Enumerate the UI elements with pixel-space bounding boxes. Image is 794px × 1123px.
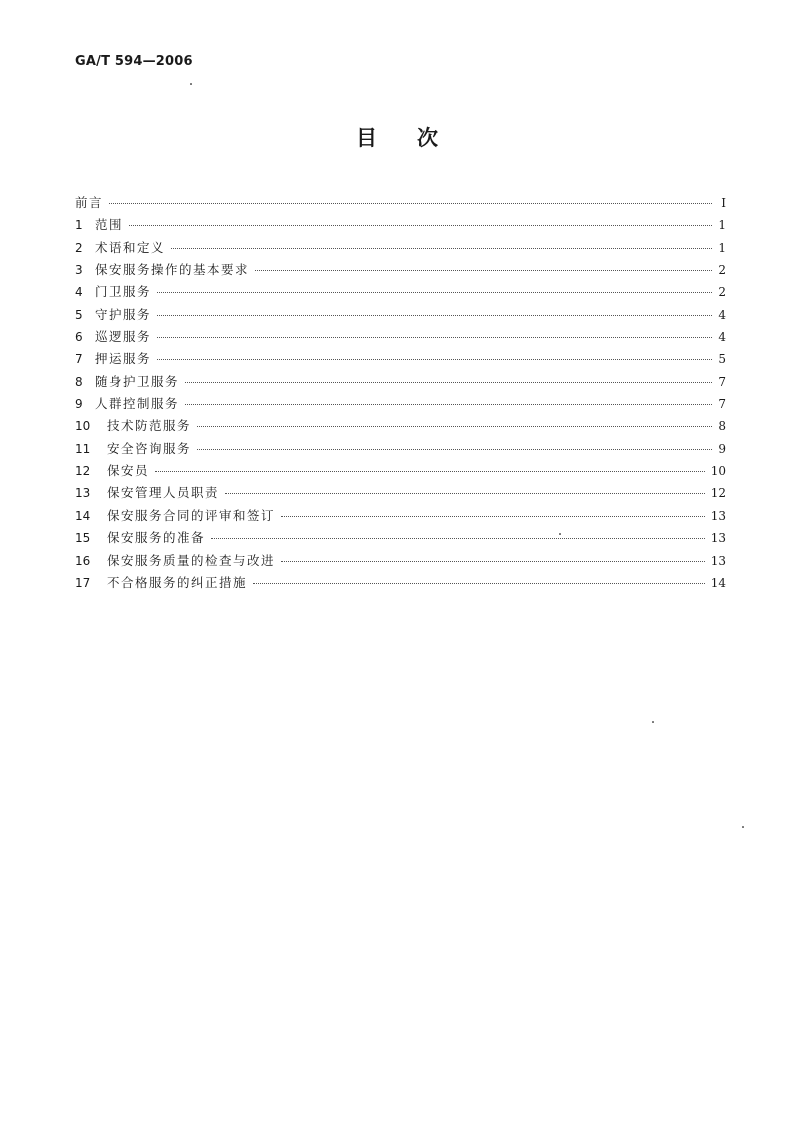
scan-speck <box>652 721 654 723</box>
toc-entry-number: 6 <box>75 330 83 345</box>
toc-entry-page: 13 <box>710 553 726 568</box>
toc-entry[interactable] <box>75 238 726 260</box>
toc-dot-leader <box>185 404 712 405</box>
toc-entry-number: 2 <box>75 240 83 255</box>
toc-entry-page: 5 <box>718 352 726 367</box>
toc-dot-leader <box>157 292 712 293</box>
toc-entry-label: 保安服务操作的基本要求 <box>95 262 250 278</box>
toc-entry[interactable] <box>75 193 726 215</box>
toc-entry-label: 安全咨询服务 <box>107 440 192 456</box>
toc-entry-label: 术语和定义 <box>95 239 166 255</box>
toc-entry-page: 9 <box>718 441 726 456</box>
toc-dot-leader <box>197 426 712 427</box>
toc-entry[interactable] <box>75 506 726 528</box>
toc-entry-page: 13 <box>710 508 726 523</box>
toc-entry-number: 14 <box>75 508 91 523</box>
toc-entry[interactable] <box>75 416 726 438</box>
toc-entry-label: 保安服务合同的评审和签订 <box>107 507 276 523</box>
toc-entry-label: 巡逻服务 <box>95 329 152 345</box>
toc-entry-label: 不合格服务的纠正措施 <box>107 574 248 590</box>
toc-entry-page: 4 <box>718 307 726 322</box>
toc-entry-label: 保安管理人员职责 <box>107 485 220 501</box>
toc-entry-page: I <box>721 196 726 210</box>
toc-entry[interactable] <box>75 260 726 282</box>
toc-entry[interactable] <box>75 372 726 394</box>
toc-entry-label: 保安员 <box>107 463 150 479</box>
toc-dot-leader <box>281 561 705 562</box>
toc-entry-page: 12 <box>710 486 726 501</box>
toc-entry-number: 4 <box>75 285 83 300</box>
toc-entry-page: 1 <box>718 218 726 233</box>
toc-dot-leader <box>157 315 712 316</box>
toc-entry-number: 9 <box>75 397 83 412</box>
toc-entry-page: 7 <box>718 374 726 389</box>
toc-entry-label: 技术防范服务 <box>107 418 192 434</box>
toc-entry-number: 17 <box>75 575 91 590</box>
toc-entry-label: 保安服务的准备 <box>107 530 206 546</box>
toc-entry-page: 2 <box>718 285 726 300</box>
toc-entry-label: 门卫服务 <box>95 284 152 300</box>
toc-dot-leader <box>185 382 712 383</box>
toc-dot-leader <box>197 449 712 450</box>
toc-title-char-2: 次 <box>417 126 438 150</box>
toc-entry-number: 13 <box>75 486 91 501</box>
toc-dot-leader <box>157 337 712 338</box>
toc-entry-number: 15 <box>75 531 91 546</box>
toc-entry-number: 3 <box>75 263 83 278</box>
toc-entry-number: 10 <box>75 419 91 434</box>
toc-entry-page: 13 <box>710 531 726 546</box>
toc-entry[interactable] <box>75 439 726 461</box>
toc-dot-leader <box>155 471 705 472</box>
scan-speck <box>190 83 192 85</box>
toc-entry-page: 8 <box>718 419 726 434</box>
toc-entry-number: 5 <box>75 307 83 322</box>
toc-entry[interactable] <box>75 551 726 573</box>
toc-entry-number: 7 <box>75 352 83 367</box>
toc-dot-leader <box>211 538 705 539</box>
toc-entry[interactable] <box>75 349 726 371</box>
toc-entry-page: 2 <box>718 263 726 278</box>
toc-entry-number: 1 <box>75 218 83 233</box>
toc-entry-page: 4 <box>718 330 726 345</box>
toc-entry-page: 14 <box>710 575 726 590</box>
toc-entry[interactable] <box>75 282 726 304</box>
toc-title <box>0 124 794 152</box>
toc-entry[interactable] <box>75 483 726 505</box>
toc-entry[interactable] <box>75 327 726 349</box>
toc-list <box>75 193 726 595</box>
toc-entry[interactable] <box>75 573 726 595</box>
toc-dot-leader <box>281 516 705 517</box>
toc-entry[interactable] <box>75 461 726 483</box>
toc-dot-leader <box>225 493 705 494</box>
toc-entry-number: 12 <box>75 464 91 479</box>
toc-entry-label: 保安服务质量的检查与改进 <box>107 552 276 568</box>
toc-entry-page: 1 <box>718 240 726 255</box>
toc-dot-leader <box>129 225 712 226</box>
toc-dot-leader <box>157 359 712 360</box>
toc-entry-label: 押运服务 <box>95 351 152 367</box>
toc-entry-label: 随身护卫服务 <box>95 373 180 389</box>
toc-dot-leader <box>253 583 705 584</box>
toc-entry-number: 11 <box>75 441 91 456</box>
toc-entry-page: 7 <box>718 397 726 412</box>
scan-speck <box>742 826 744 828</box>
toc-entry-label: 范围 <box>95 217 124 233</box>
toc-entry-label: 守护服务 <box>95 306 152 322</box>
toc-title-char-1: 目 <box>356 126 377 150</box>
toc-entry[interactable] <box>75 215 726 237</box>
toc-entry-page: 10 <box>710 464 726 479</box>
toc-entry-label: 人群控制服务 <box>95 396 180 412</box>
toc-entry-label: 前言 <box>75 195 104 210</box>
toc-entry[interactable] <box>75 394 726 416</box>
toc-dot-leader <box>171 248 712 249</box>
document-code: GA/T 594—2006 <box>75 54 193 69</box>
toc-entry-number: 8 <box>75 374 83 389</box>
toc-dot-leader <box>109 203 712 204</box>
toc-entry-number: 16 <box>75 553 91 568</box>
toc-entry[interactable] <box>75 528 726 550</box>
toc-entry[interactable] <box>75 305 726 327</box>
toc-dot-leader <box>255 270 712 271</box>
